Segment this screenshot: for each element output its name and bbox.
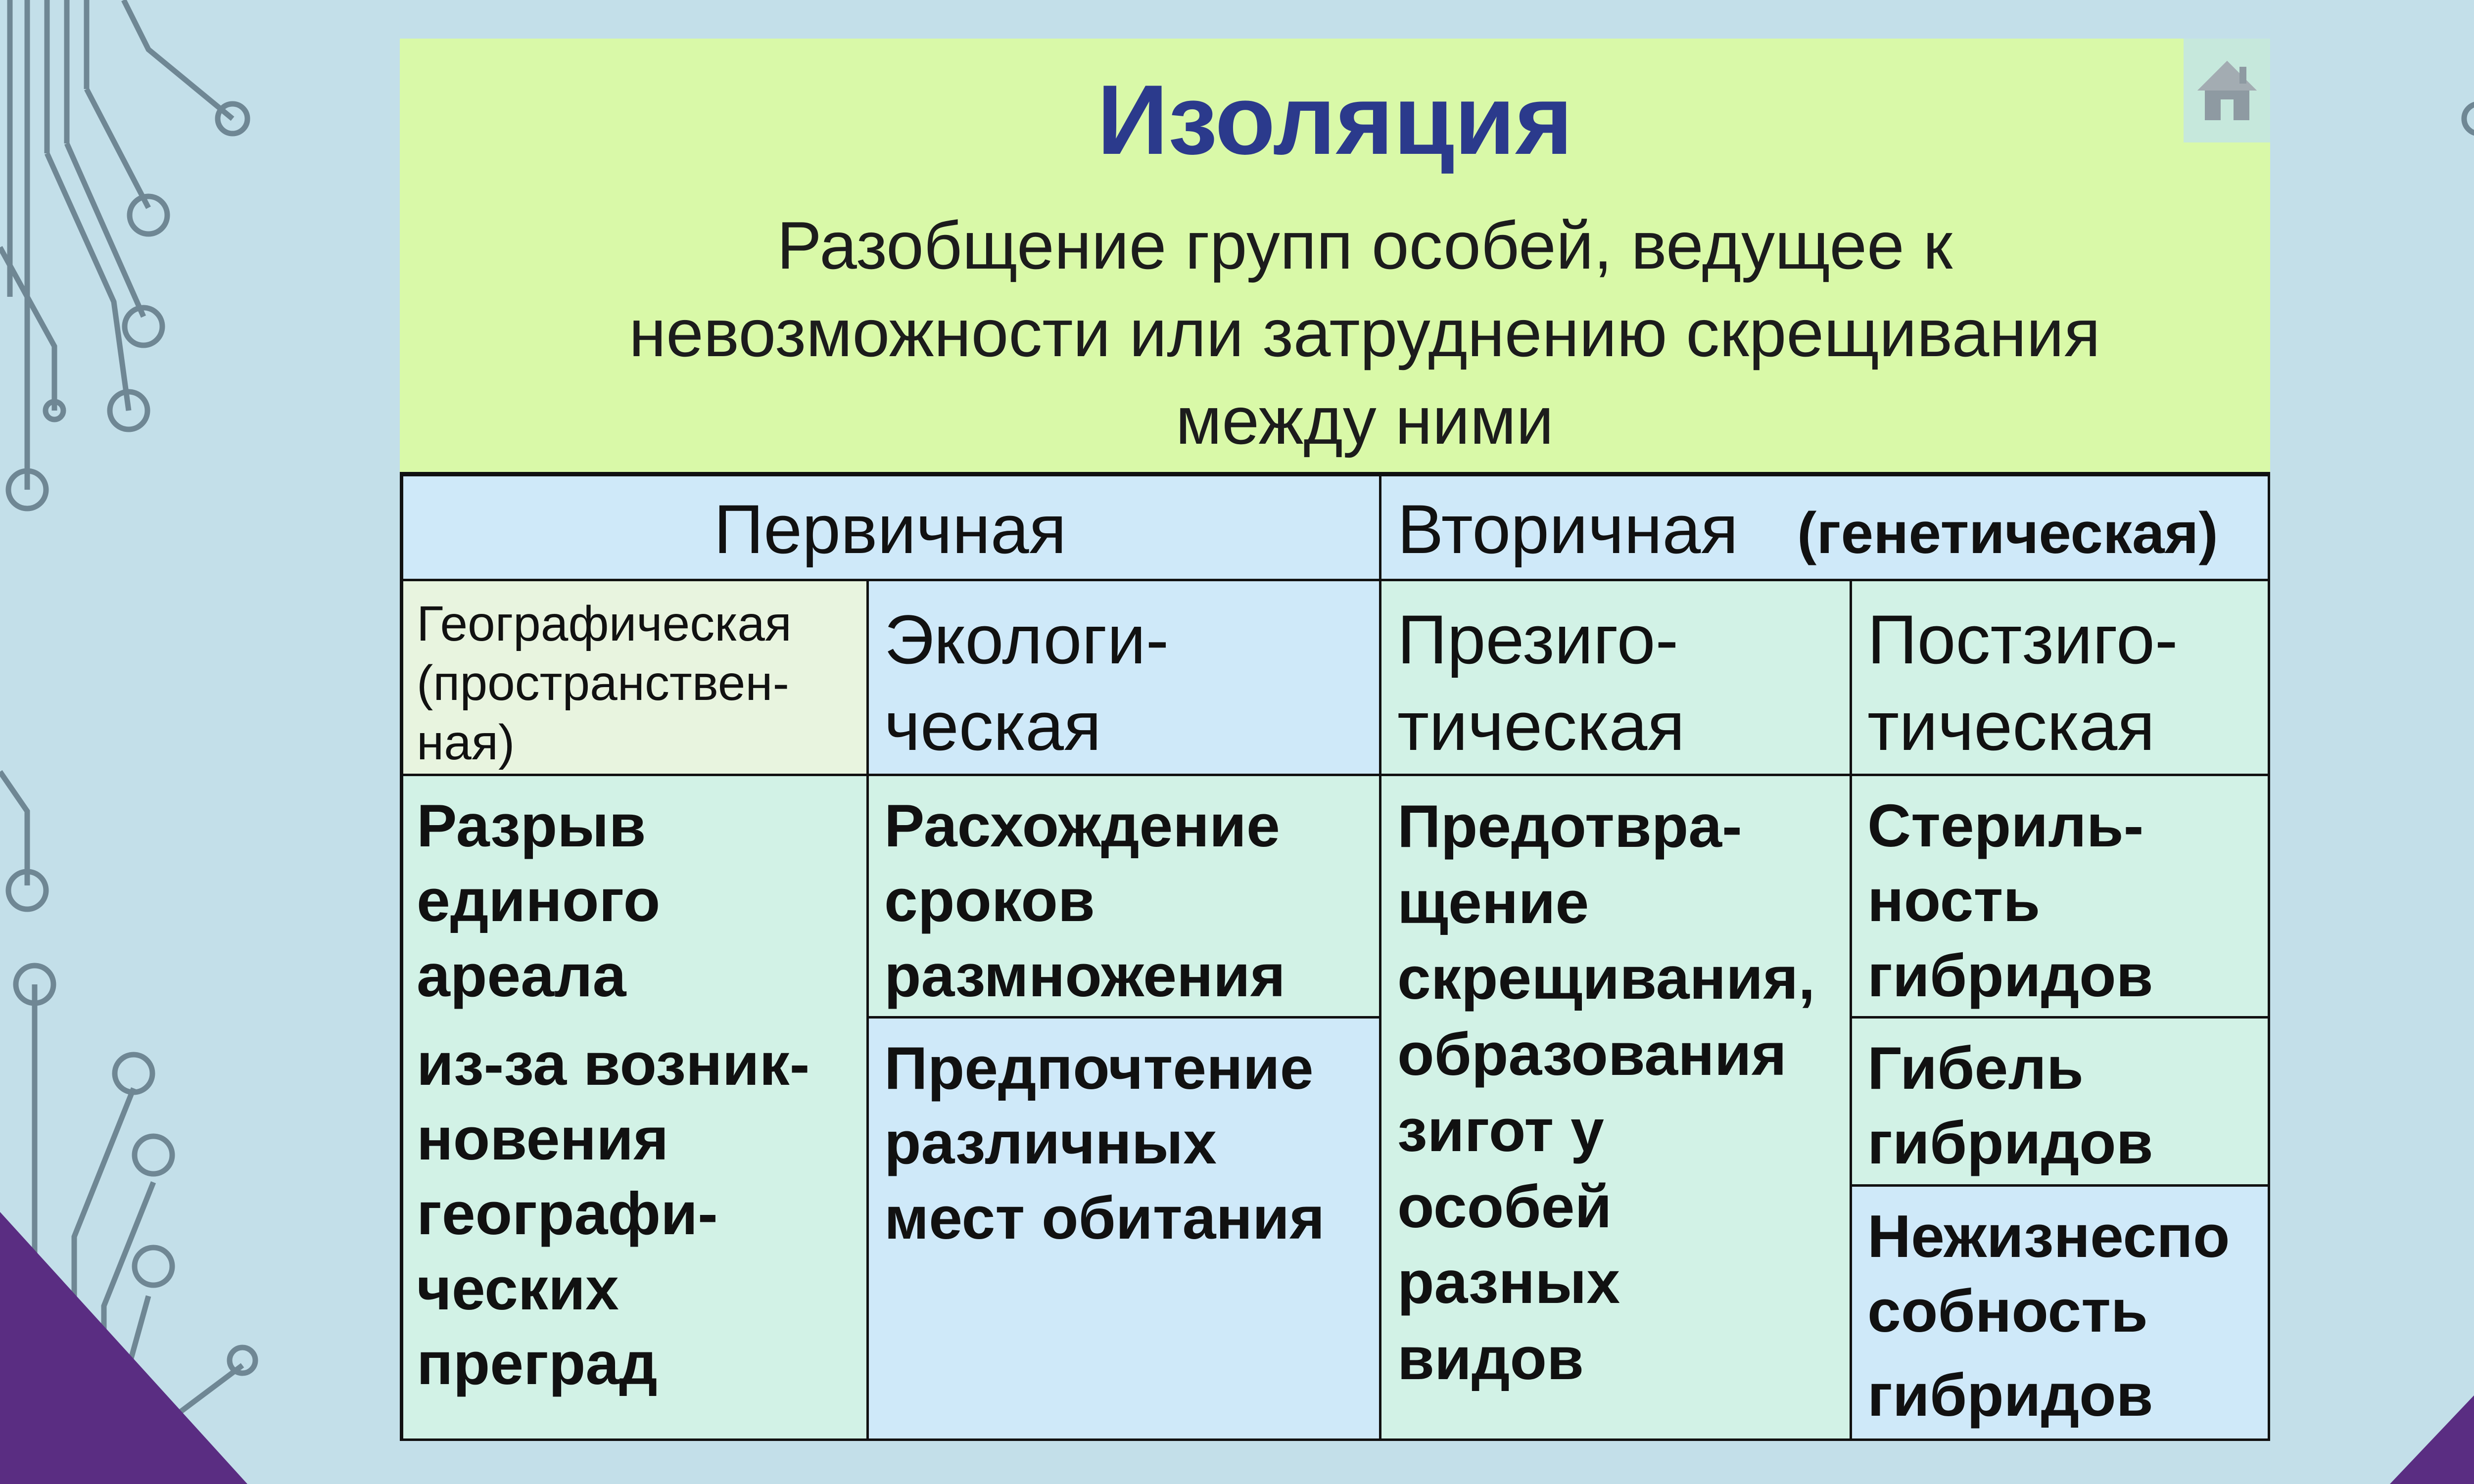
type-postzygotic [1851, 580, 2270, 775]
header-note: (генетическая) [1797, 501, 2218, 566]
table-border [2268, 472, 2270, 1441]
table-border [1851, 1184, 2270, 1187]
type-line: ная) [417, 715, 515, 770]
cell-line: особей [1397, 1172, 1612, 1240]
cell-line: из-за возник- [417, 1030, 810, 1098]
cell-line: ческих [417, 1254, 619, 1322]
type-line: Презиго- [1397, 601, 1679, 678]
type-prezygotic [1380, 580, 1851, 775]
cell-line: географи- [417, 1180, 718, 1248]
cell-line: щение [1397, 868, 1589, 936]
type-line: Экологи- [884, 601, 1169, 678]
cell-line: гибридов [1867, 1361, 2153, 1429]
cell-postzygotic-sterility [1851, 775, 2270, 1017]
table-border [400, 472, 2270, 476]
table-border [1379, 472, 1381, 1441]
table-header-secondary [1380, 476, 2270, 580]
type-line: тическая [1867, 687, 2155, 765]
table-border [400, 774, 2270, 776]
cell-line: сроков [884, 867, 1095, 934]
cell-postzygotic-death [1851, 1017, 2270, 1185]
cell-line: преград [417, 1329, 658, 1397]
cell-line: Разрыв [417, 792, 646, 859]
type-line: тическая [1397, 687, 1685, 765]
definition-text [548, 202, 2181, 464]
cell-ecological-timing [867, 775, 1380, 1017]
cell-line: Предпочтение [884, 1034, 1314, 1102]
cell-ecological-habitat [867, 1017, 1380, 1441]
cell-line: ареала [417, 941, 626, 1009]
cell-line: скрещивания, [1397, 944, 1815, 1012]
table-border [400, 579, 2270, 581]
table-border [400, 472, 403, 1441]
type-line: Постзиго- [1867, 601, 2178, 678]
table-border [400, 1438, 2270, 1441]
home-icon [2195, 56, 2259, 125]
cell-line: зигот у [1397, 1096, 1604, 1164]
type-geographic [400, 580, 867, 775]
home-button[interactable] [2184, 39, 2270, 142]
cell-postzygotic-inviability [1851, 1185, 2270, 1441]
cell-line: гибридов [1867, 1109, 2153, 1177]
cell-line: Предотвра- [1397, 792, 1742, 860]
header-panel [400, 39, 2270, 474]
cell-line: образования [1397, 1020, 1787, 1088]
table-border [866, 579, 869, 1441]
page-title: Изоляция [1097, 65, 1573, 175]
type-ecological [867, 580, 1380, 775]
cell-line: Стериль- [1867, 792, 2144, 859]
slide [400, 39, 2270, 1441]
definition-line: между ними [1175, 382, 1554, 458]
cell-line: единого [417, 867, 661, 934]
cell-line: Расхождение [884, 792, 1280, 859]
type-line: (пространствен- [417, 655, 789, 711]
cell-line: гибридов [1867, 941, 2153, 1009]
cell-line: Нежизнеспо [1867, 1203, 2230, 1270]
cell-line: мест обитания [884, 1184, 1325, 1252]
table-border [867, 1016, 1380, 1019]
definition-line: невозможности или затруднению скрещивания [629, 295, 2100, 371]
cell-line: ность [1867, 867, 2041, 934]
cell-line: разных [1397, 1249, 1620, 1316]
definition-line: Разобщение групп особей, ведущее к [777, 208, 1952, 283]
cell-geographic [400, 775, 867, 1441]
cell-line: различных [884, 1109, 1217, 1177]
cell-line: собность [1867, 1277, 2148, 1345]
table-border [1851, 1016, 2270, 1019]
type-line: ческая [884, 687, 1101, 765]
cell-line: видов [1397, 1325, 1584, 1392]
header-label: Вторичная [1397, 490, 1739, 568]
type-line: Географическая [417, 596, 792, 651]
cell-prezygotic [1380, 775, 1851, 1441]
cell-line: Гибель [1867, 1034, 2084, 1102]
table-header-primary [400, 476, 1380, 580]
header-label: Первичная [714, 490, 1067, 568]
cell-line: новения [417, 1105, 669, 1173]
cell-line: размножения [884, 941, 1285, 1009]
table-border [1850, 579, 1852, 1441]
